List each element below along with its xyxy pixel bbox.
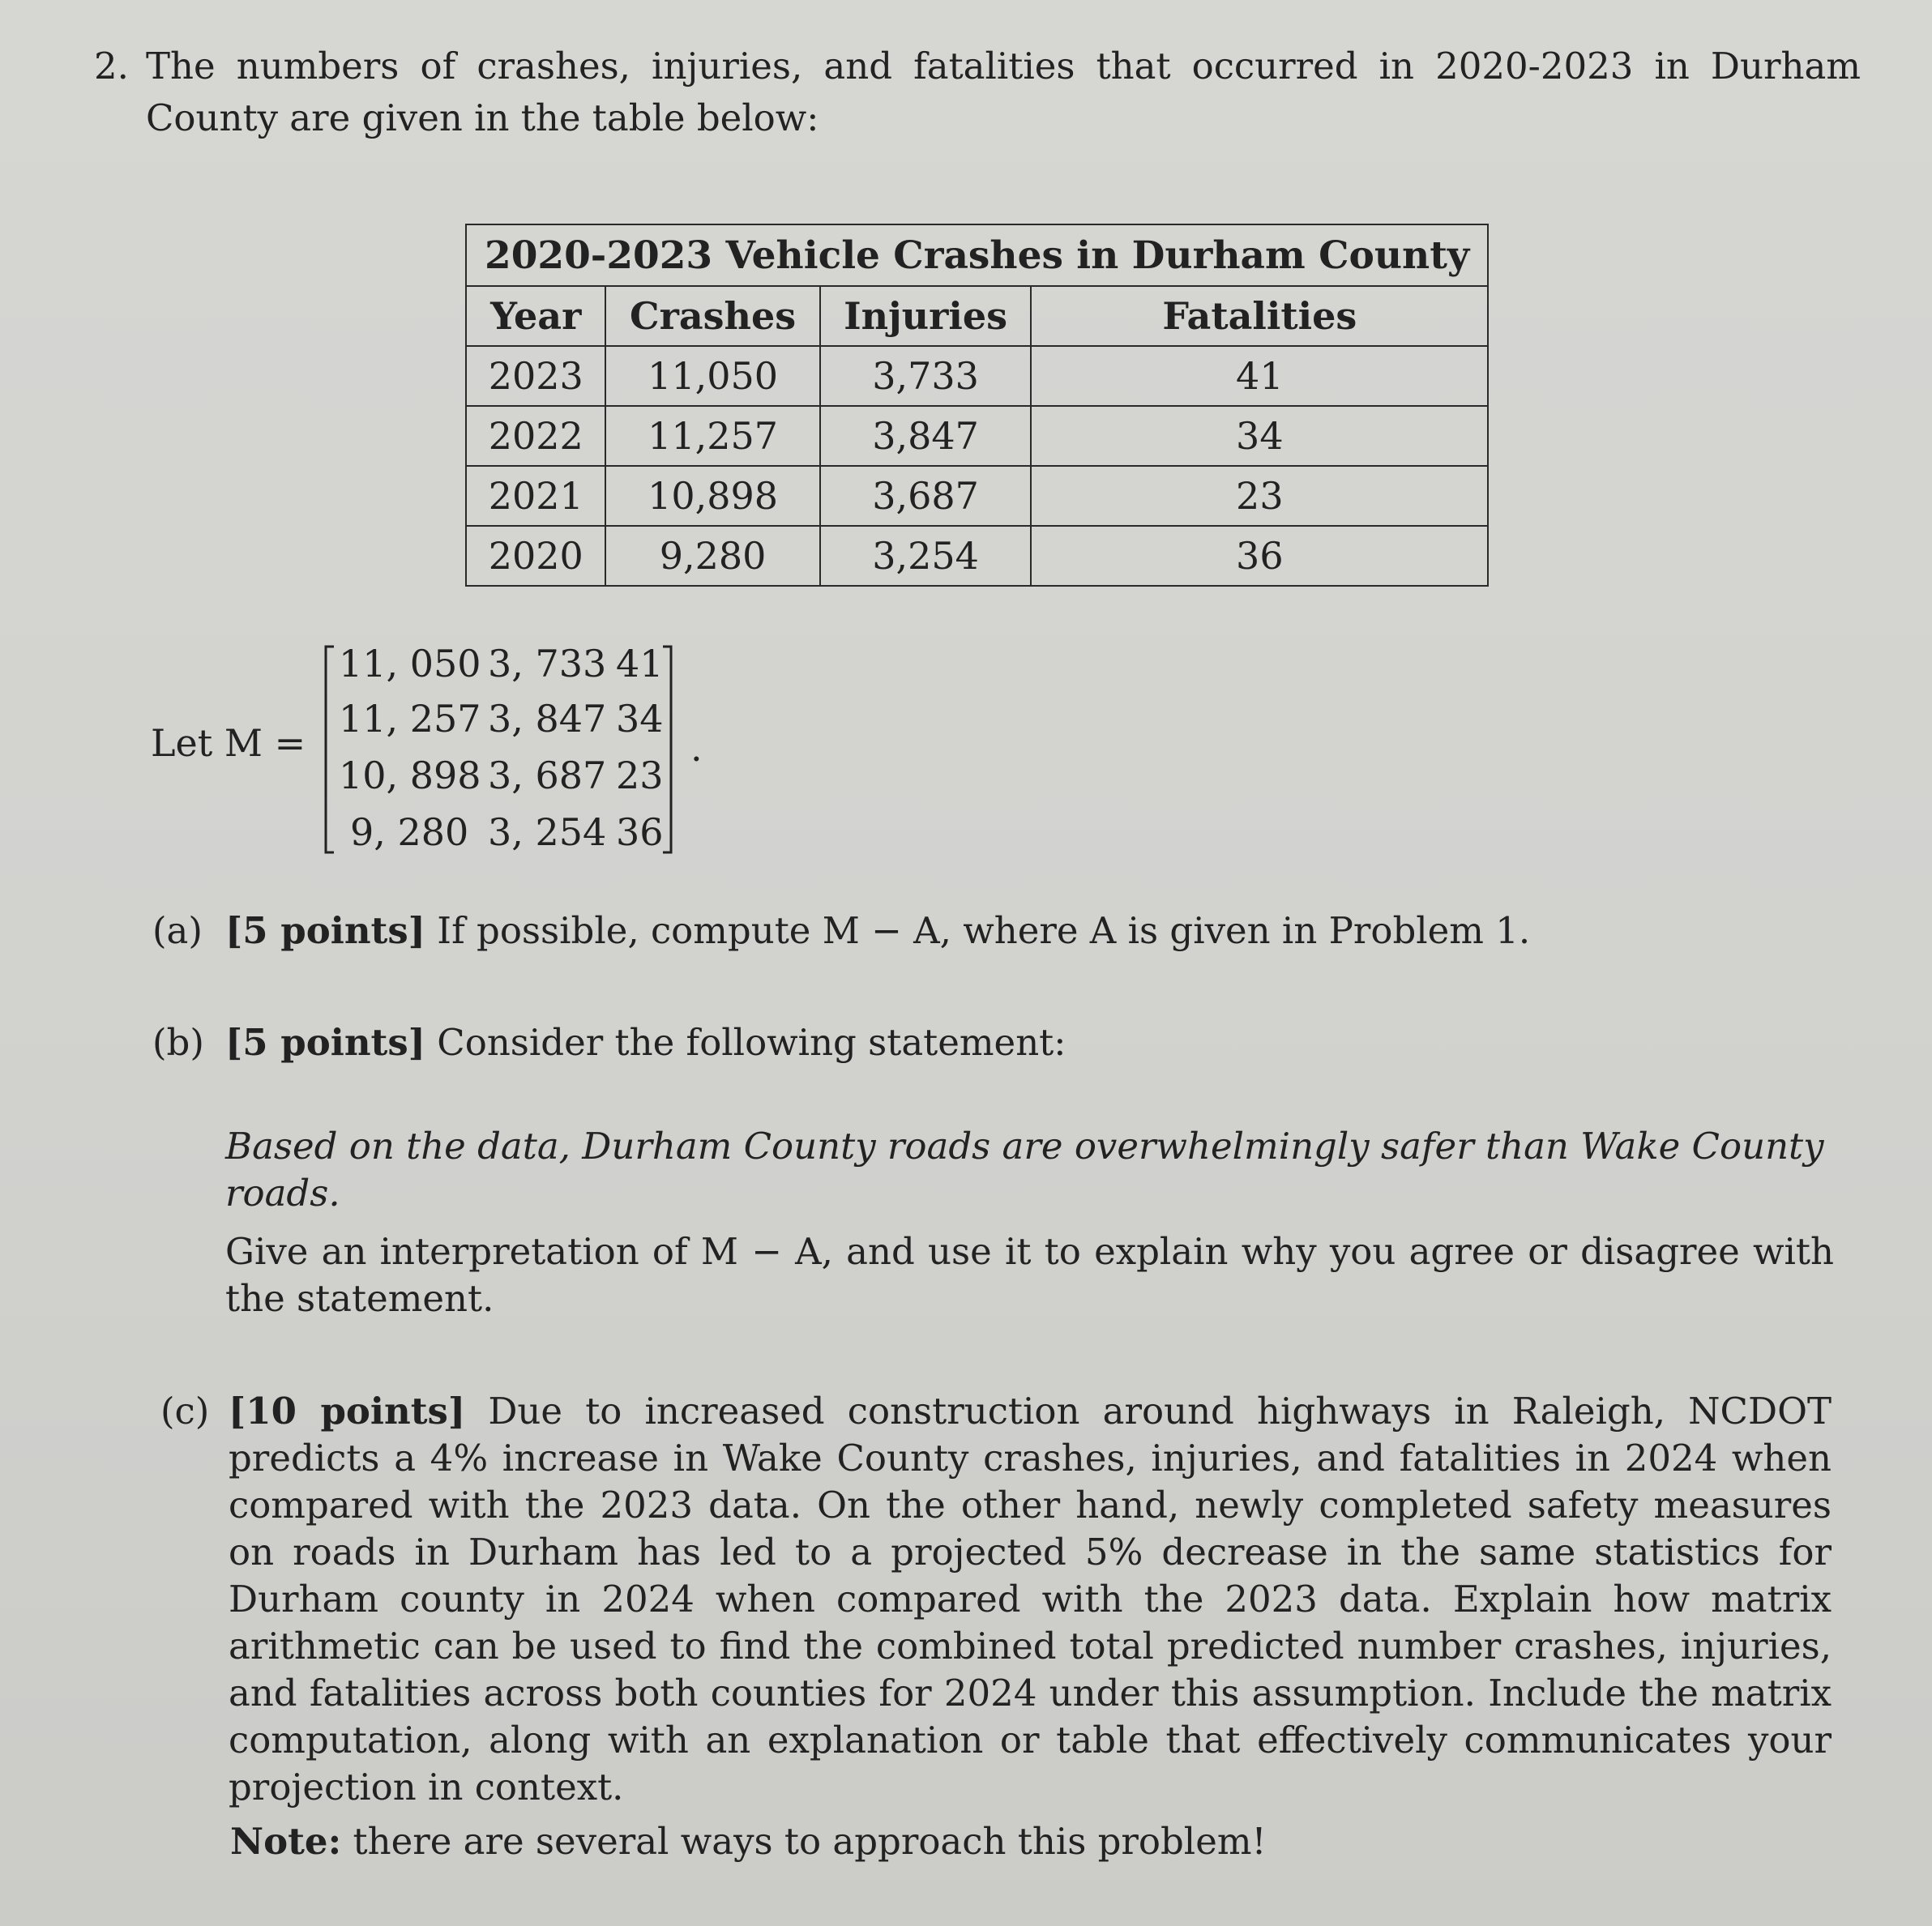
cell-fatalities: 23 bbox=[1031, 466, 1488, 526]
matrix-cell: 10, 898 bbox=[339, 754, 481, 797]
part-b-label: (b) bbox=[152, 1021, 204, 1064]
matrix-period: . bbox=[690, 726, 703, 770]
note-text: there are several ways to approach this problem! bbox=[353, 1820, 1267, 1863]
cell-fatalities: 36 bbox=[1031, 526, 1488, 586]
matrix-cell: 3, 733 bbox=[488, 642, 607, 685]
cell-year: 2020 bbox=[466, 526, 605, 586]
part-b-statement: Based on the data, Durham County roads are overwhelmingly safer than Wake County roads. bbox=[225, 1125, 1824, 1215]
matrix-cell: 34 bbox=[616, 697, 664, 741]
cell-injuries: 3,847 bbox=[820, 406, 1032, 466]
part-b-text: Consider the following statement: bbox=[437, 1021, 1066, 1064]
matrix-label: Let M = bbox=[151, 721, 306, 765]
part-a-label: (a) bbox=[152, 909, 203, 952]
problem-number: 2. bbox=[94, 45, 129, 88]
part-a-text: If possible, compute M − A, where A is given in Problem 1. bbox=[437, 909, 1531, 952]
cell-fatalities: 34 bbox=[1031, 406, 1488, 466]
crash-table bbox=[465, 224, 1489, 587]
table-row bbox=[466, 346, 1488, 406]
part-c-label: (c) bbox=[160, 1390, 210, 1433]
part-c-text: Due to increased construction around highways in Raleigh, NCDOT predicts a 4% increase in Wake County crashes, injuries, and fatalities in 2024 when compared with the 2023 data. On the other hand, newly completed safety measures on roads in Durham has led to a projected 5% decrease in the same statistics for Durham county in 2024 when compared with the 2023 data. Explain how matrix arithmetic can be used to find the combined total predicted number crashes, injuries, and fatalities across both counties for 2024 under this assumption. Include the matrix computation, along with an explanation or table that effectively communicates your projection in context. bbox=[229, 1390, 1832, 1809]
header-crashes: Crashes bbox=[605, 286, 819, 346]
matrix-cell: 36 bbox=[616, 810, 664, 854]
note bbox=[230, 1818, 1770, 1865]
matrix-cell: 23 bbox=[616, 754, 664, 797]
matrix-cell: 11, 257 bbox=[339, 697, 481, 741]
part-a bbox=[152, 907, 1733, 954]
cell-year: 2021 bbox=[466, 466, 605, 526]
part-c-points: [10 points] bbox=[229, 1390, 466, 1433]
table-row bbox=[466, 406, 1488, 466]
matrix-cell: 41 bbox=[616, 642, 664, 685]
cell-crashes: 11,257 bbox=[605, 406, 819, 466]
table-row bbox=[466, 466, 1488, 526]
part-b bbox=[152, 1019, 1733, 1066]
header-injuries: Injuries bbox=[820, 286, 1032, 346]
part-b-followup: Give an interpretation of M − A, and use it to explain why you agree or disagree with the statement. bbox=[225, 1230, 1834, 1320]
cell-fatalities: 41 bbox=[1031, 346, 1488, 406]
cell-year: 2023 bbox=[466, 346, 605, 406]
part-a-points: [5 points] bbox=[225, 909, 425, 952]
matrix-m bbox=[323, 640, 679, 859]
problem-intro-text: The numbers of crashes, injuries, and fatalities that occurred in 2020-2023 in Durham County are given in the table below: bbox=[146, 45, 1861, 139]
matrix-cell: 3, 847 bbox=[488, 697, 607, 741]
table-header-row bbox=[466, 286, 1488, 346]
cell-crashes: 9,280 bbox=[605, 526, 819, 586]
cell-injuries: 3,254 bbox=[820, 526, 1032, 586]
header-fatalities: Fatalities bbox=[1031, 286, 1488, 346]
note-label: Note: bbox=[230, 1820, 342, 1863]
matrix-cell: 3, 254 bbox=[488, 810, 607, 854]
table-caption: 2020-2023 Vehicle Crashes in Durham County bbox=[466, 224, 1488, 286]
cell-injuries: 3,733 bbox=[820, 346, 1032, 406]
part-b-points: [5 points] bbox=[225, 1021, 425, 1064]
matrix-cell: 9, 280 bbox=[350, 810, 469, 854]
cell-year: 2022 bbox=[466, 406, 605, 466]
cell-injuries: 3,687 bbox=[820, 466, 1032, 526]
header-year: Year bbox=[466, 286, 605, 346]
table-row bbox=[466, 526, 1488, 586]
cell-crashes: 10,898 bbox=[605, 466, 819, 526]
matrix-cell: 3, 687 bbox=[488, 754, 607, 797]
matrix-cell: 11, 050 bbox=[339, 642, 481, 685]
part-c bbox=[160, 1388, 1832, 1811]
cell-crashes: 11,050 bbox=[605, 346, 819, 406]
problem-intro bbox=[94, 41, 1861, 144]
